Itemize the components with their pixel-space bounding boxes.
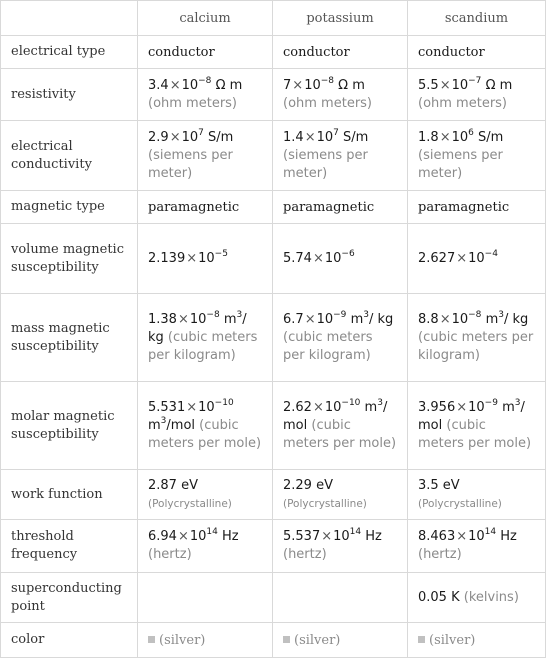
table-cell: paramagnetic — [408, 191, 546, 224]
value-base: 10 — [189, 529, 207, 544]
value-base: 10 — [333, 529, 350, 544]
value-mantissa: 3.956 — [418, 399, 456, 415]
table-cell — [408, 121, 546, 191]
unit-name: (hertz) — [418, 547, 462, 562]
color-swatch — [148, 636, 155, 643]
value-mantissa: 6.94 — [148, 529, 177, 544]
value-unit: Ω m — [338, 77, 365, 93]
table-cell — [273, 573, 408, 623]
unit-denominator: /mol — [166, 417, 196, 433]
unit-denominator: / kg — [368, 311, 394, 327]
row-label: color — [1, 623, 138, 658]
value-base: 10 — [189, 311, 207, 327]
value-unit: m — [350, 311, 364, 327]
times-sign: × — [304, 311, 316, 327]
table-cell — [138, 294, 273, 382]
color-swatch — [418, 636, 425, 643]
value-mantissa: 6.7 — [283, 311, 304, 327]
color-name: (silver) — [294, 633, 341, 648]
table-cell — [273, 294, 408, 382]
value-base: 10 — [451, 129, 469, 145]
table-cell — [138, 520, 273, 573]
value-unit: m — [485, 311, 499, 327]
unit-name: (cubic meters per mole) — [283, 417, 397, 451]
table-cell — [408, 382, 546, 470]
table-cell — [138, 382, 273, 470]
value-exponent: −8 — [320, 75, 335, 86]
unit-exponent: 3 — [236, 309, 243, 320]
value-exponent: −5 — [214, 248, 228, 259]
value-exponent: −10 — [214, 397, 234, 408]
value-unit: m — [502, 399, 515, 415]
work-function-note: (Polycrystalline) — [418, 497, 502, 510]
work-function-note: (Polycrystalline) — [283, 497, 367, 510]
table-row — [1, 121, 546, 191]
value-unit: m — [223, 311, 237, 327]
table-row — [1, 573, 546, 623]
times-sign: × — [456, 529, 468, 544]
times-sign: × — [186, 399, 198, 415]
value-base: 10 — [324, 399, 342, 415]
table-row — [1, 224, 546, 294]
row-label: resistivity — [1, 69, 138, 121]
row-label: superconducting point — [1, 573, 138, 623]
times-sign: × — [312, 250, 324, 266]
unit-name: (cubic meters per mole) — [418, 417, 532, 451]
value-base: 10 — [304, 77, 321, 93]
value-exponent: −10 — [341, 397, 361, 408]
value-base: 10 — [316, 129, 334, 145]
value-mantissa: 5.74 — [283, 250, 312, 266]
value-unit: m — [364, 399, 378, 415]
value-mantissa: 1.38 — [148, 311, 177, 327]
row-label: mass magnetic susceptibility — [1, 294, 138, 382]
value-mantissa: 2.9 — [148, 129, 169, 145]
value-base: 10 — [451, 77, 469, 93]
unit-name: (ohm meters) — [148, 95, 238, 111]
value-base: 10 — [451, 311, 469, 327]
table-cell — [408, 224, 546, 294]
row-label: threshold frequency — [1, 520, 138, 573]
value-unit: Hz — [500, 529, 517, 544]
value-mantissa: 8.8 — [418, 311, 439, 327]
value-mantissa: 8.463 — [418, 529, 456, 544]
value-exponent: 14 — [484, 527, 497, 537]
value-mantissa: 1.4 — [283, 129, 304, 145]
value-base: 10 — [316, 311, 334, 327]
table-row — [1, 382, 546, 470]
value-mantissa: 2.62 — [283, 399, 312, 415]
superconducting-value: 0.05 K — [418, 589, 460, 605]
table-row — [1, 623, 546, 658]
unit-denominator: / mol — [283, 399, 388, 433]
unit-exponent: 3 — [498, 309, 504, 320]
table-row — [1, 36, 546, 69]
times-sign: × — [439, 129, 451, 145]
value-base: 10 — [181, 77, 199, 93]
value-exponent: −8 — [206, 309, 220, 320]
unit-name: (hertz) — [148, 547, 192, 562]
table-cell — [408, 623, 546, 658]
column-header-calcium: calcium — [138, 1, 273, 36]
table-cell: conductor — [408, 36, 546, 69]
times-sign: × — [456, 250, 468, 266]
times-sign: × — [177, 529, 189, 544]
table-cell: paramagnetic — [138, 191, 273, 224]
times-sign: × — [169, 129, 181, 145]
value-base: 10 — [468, 250, 485, 266]
unit-name: (cubic meters per kilogram) — [283, 329, 373, 363]
value-mantissa: 5.537 — [283, 529, 321, 544]
value-exponent: 7 — [198, 127, 204, 138]
value-exponent: 7 — [333, 127, 339, 138]
value-base: 10 — [468, 399, 485, 415]
table-cell — [138, 623, 273, 658]
value-mantissa: 5.531 — [148, 399, 186, 415]
table-cell — [273, 382, 408, 470]
value-exponent: 6 — [468, 127, 474, 138]
table-row — [1, 520, 546, 573]
table-cell — [408, 69, 546, 121]
value-unit: Hz — [365, 529, 382, 544]
table-cell — [273, 470, 408, 520]
value-unit: m — [148, 417, 161, 433]
unit-name: (cubic meters per mole) — [148, 417, 262, 451]
table-cell — [273, 121, 408, 191]
work-function-value: 2.87 eV — [148, 477, 198, 493]
color-swatch — [283, 636, 290, 643]
times-sign: × — [439, 311, 451, 327]
table-row — [1, 69, 546, 121]
value-exponent: −8 — [198, 75, 212, 86]
table-row — [1, 191, 546, 224]
value-exponent: −9 — [484, 397, 498, 408]
table-cell — [273, 224, 408, 294]
value-unit: Hz — [222, 529, 239, 544]
times-sign: × — [292, 77, 304, 93]
table-cell — [408, 520, 546, 573]
value-unit: S/m — [208, 129, 234, 145]
value-exponent: −7 — [468, 75, 482, 86]
table-cell — [273, 623, 408, 658]
value-exponent: −6 — [341, 248, 355, 259]
work-function-value: 3.5 eV — [418, 477, 460, 493]
row-label: volume magnetic susceptibility — [1, 224, 138, 294]
table-cell — [138, 470, 273, 520]
table-cell: conductor — [273, 36, 408, 69]
table-cell — [138, 224, 273, 294]
work-function-note: (Polycrystalline) — [148, 497, 232, 510]
unit-name: (siemens per meter) — [283, 147, 368, 181]
color-name: (silver) — [429, 633, 476, 648]
row-label: electrical type — [1, 36, 138, 69]
unit-denominator: / kg — [148, 311, 247, 345]
unit-denominator: / kg — [503, 311, 529, 327]
table-cell: conductor — [138, 36, 273, 69]
table-cell — [408, 470, 546, 520]
value-mantissa: 7 — [283, 77, 292, 93]
table-cell — [273, 520, 408, 573]
times-sign: × — [304, 129, 316, 145]
value-exponent: −9 — [333, 309, 347, 320]
table-cell: paramagnetic — [273, 191, 408, 224]
times-sign: × — [177, 311, 189, 327]
unit-name: (ohm meters) — [283, 95, 373, 111]
value-mantissa: 2.627 — [418, 250, 456, 266]
value-mantissa: 3.4 — [148, 77, 169, 93]
unit-name: (ohm meters) — [418, 95, 508, 111]
unit-name: (cubic meters per kilogram) — [148, 329, 258, 363]
table-cell — [273, 69, 408, 121]
unit-exponent: 3 — [160, 415, 167, 426]
value-base: 10 — [324, 250, 342, 266]
value-base: 10 — [198, 399, 215, 415]
header-row — [1, 1, 546, 36]
times-sign: × — [439, 77, 451, 93]
table-cell — [138, 121, 273, 191]
unit-name: (kelvins) — [463, 589, 519, 605]
value-base: 10 — [198, 250, 215, 266]
value-exponent: 14 — [206, 527, 218, 537]
times-sign: × — [321, 529, 333, 544]
value-mantissa: 5.5 — [418, 77, 439, 93]
value-base: 10 — [468, 529, 485, 544]
unit-name: (hertz) — [283, 547, 327, 562]
table-cell — [408, 573, 546, 623]
row-label: electrical conductivity — [1, 121, 138, 191]
row-label: magnetic type — [1, 191, 138, 224]
value-exponent: −4 — [484, 248, 498, 259]
row-label: work function — [1, 470, 138, 520]
unit-name: (siemens per meter) — [418, 147, 503, 181]
unit-exponent: 3 — [514, 397, 521, 408]
times-sign: × — [186, 250, 198, 266]
unit-name: (siemens per meter) — [148, 147, 233, 181]
times-sign: × — [456, 399, 468, 415]
value-unit: S/m — [343, 129, 369, 145]
value-base: 10 — [181, 129, 199, 145]
color-name: (silver) — [159, 633, 206, 648]
table-cell — [408, 294, 546, 382]
value-mantissa: 1.8 — [418, 129, 439, 145]
value-unit: Ω m — [485, 77, 513, 93]
value-unit: S/m — [478, 129, 504, 145]
table-row — [1, 294, 546, 382]
times-sign: × — [169, 77, 181, 93]
times-sign: × — [312, 399, 324, 415]
row-label: molar magnetic susceptibility — [1, 382, 138, 470]
unit-denominator: / mol — [418, 399, 525, 433]
value-unit: Ω m — [215, 77, 243, 93]
table-row — [1, 470, 546, 520]
unit-exponent: 3 — [363, 309, 369, 320]
unit-exponent: 3 — [377, 397, 383, 408]
work-function-value: 2.29 eV — [283, 477, 333, 493]
value-mantissa: 2.139 — [148, 250, 186, 266]
table-cell — [138, 69, 273, 121]
value-exponent: 14 — [349, 527, 362, 537]
corner-cell — [1, 1, 138, 36]
unit-name: (cubic meters per kilogram) — [418, 329, 534, 363]
column-header-scandium: scandium — [408, 1, 546, 36]
table-cell — [138, 573, 273, 623]
value-exponent: −8 — [468, 309, 482, 320]
column-header-potassium: potassium — [273, 1, 408, 36]
